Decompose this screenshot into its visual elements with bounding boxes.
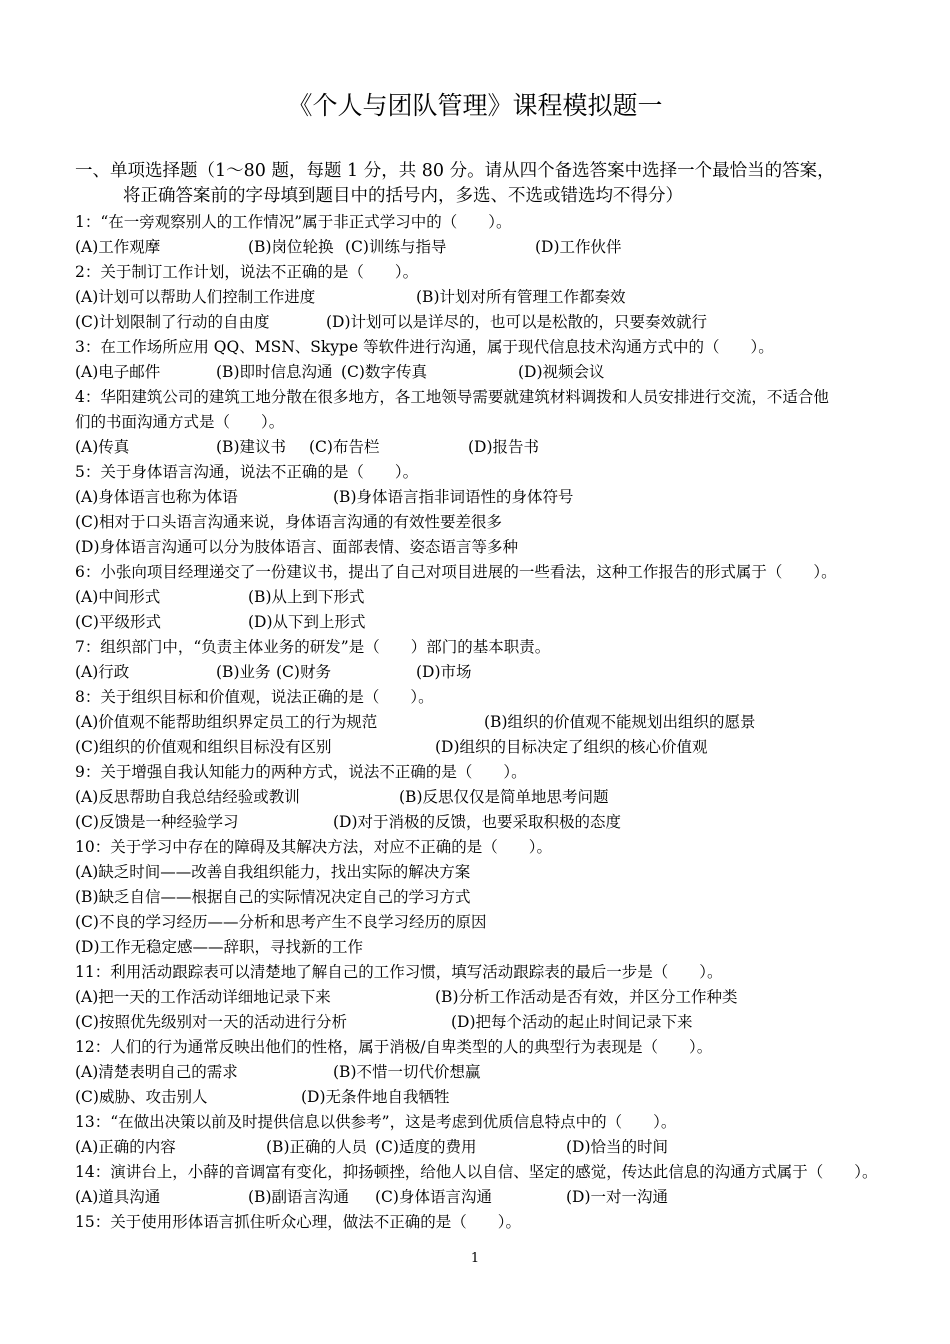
option: (C)组织的价值观和组织目标没有区别 — [75, 738, 332, 756]
option: (C)计划限制了行动的自由度 — [75, 313, 270, 331]
question-stem: 4：华阳建筑公司的建筑工地分散在很多地方，各工地领导需要就建筑材料调拨和人员安排进行交流，不适合他 — [75, 388, 829, 406]
option: (A)反思帮助自我总结经验或教训 — [75, 788, 300, 806]
option: (A)道具沟通 — [75, 1188, 161, 1206]
option: (A)清楚表明自己的需求 — [75, 1063, 238, 1081]
option: (A)身体语言也称为体语 — [75, 488, 238, 506]
option: (C)威胁、攻击别人 — [75, 1088, 208, 1106]
option: (C)财务 — [276, 663, 331, 681]
option: (D)把每个活动的起止时间记录下来 — [451, 1013, 693, 1031]
option: (D)身体语言沟通可以分为肢体语言、面部表情、姿态语言等多种 — [75, 538, 519, 556]
question-stem: 7：组织部门中，“负责主体业务的研发”是（ ）部门的基本职责。 — [75, 638, 551, 656]
option: (A)电子邮件 — [75, 363, 161, 381]
question-stem: 1：“在一旁观察别人的工作情况”属于非正式学习中的（ ）。 — [75, 213, 512, 231]
option: (A)计划可以帮助人们控制工作进度 — [75, 288, 316, 306]
option: (B)正确的人员 — [266, 1138, 367, 1156]
question-stem: 11：利用活动跟踪表可以清楚地了解自己的工作习惯，填写活动跟踪表的最后一步是（ ）。 — [75, 963, 723, 981]
question-stem: 14：演讲台上，小薛的音调富有变化，抑扬顿挫，给他人以自信、坚定的感觉，传达此信息的沟通方式属于（ ）。 — [75, 1163, 878, 1181]
option: (A)行政 — [75, 663, 130, 681]
question-stem: 15：关于使用形体语言抓住听众心理，做法不正确的是（ ）。 — [75, 1213, 521, 1231]
option: (C)按照优先级别对一天的活动进行分析 — [75, 1013, 347, 1031]
option: (A)把一天的工作活动详细地记录下来 — [75, 988, 331, 1006]
option: (C)数字传真 — [341, 363, 427, 381]
question-stem: 8：关于组织目标和价值观，说法正确的是（ ）。 — [75, 688, 434, 706]
question-stem-continued: 们的书面沟通方式是（ ）。 — [75, 413, 285, 431]
option: (D)工作无稳定感——辞职，寻找新的工作 — [75, 938, 364, 956]
option: (D)对于消极的反馈，也要采取积极的态度 — [333, 813, 622, 831]
option: (C)反馈是一种经验学习 — [75, 813, 239, 831]
document-title: 《个人与团队管理》课程模拟题一 — [287, 91, 663, 120]
option: (C)不良的学习经历——分析和思考产生不良学习经历的原因 — [75, 913, 487, 931]
option: (B)分析工作活动是否有效，并区分工作种类 — [435, 988, 738, 1006]
option: (C)平级形式 — [75, 613, 161, 631]
option: (C)适度的费用 — [375, 1138, 477, 1156]
option: (B)岗位轮换 — [248, 238, 334, 256]
option: (C)相对于口头语言沟通来说，身体语言沟通的有效性要差很多 — [75, 513, 502, 531]
option: (A)正确的内容 — [75, 1138, 176, 1156]
option: (D)视频会议 — [518, 363, 605, 381]
option: (C)训练与指导 — [345, 238, 447, 256]
option: (B)建议书 — [216, 438, 286, 456]
option: (B)组织的价值观不能规划出组织的愿景 — [484, 713, 756, 731]
question-stem: 6：小张向项目经理递交了一份建议书，提出了自己对项目进展的一些看法，这种工作报告的形式属于（ ）。 — [75, 563, 837, 581]
option: (A)传真 — [75, 438, 130, 456]
option: (D)从下到上形式 — [248, 613, 366, 631]
section-heading-continued: 将正确答案前的字母填到题目中的括号内，多选、不选或错选均不得分） — [123, 186, 683, 206]
option: (D)恰当的时间 — [566, 1138, 669, 1156]
option: (B)即时信息沟通 — [216, 363, 333, 381]
option: (B)业务 — [216, 663, 271, 681]
option: (B)副语言沟通 — [248, 1188, 349, 1206]
section-heading: 一、单项选择题（1～80 题，每题 1 分，共 80 分。请从四个备选答案中选择一个最恰当的答案， — [75, 161, 835, 181]
option: (C)身体语言沟通 — [375, 1188, 492, 1206]
option: (D)组织的目标决定了组织的核心价值观 — [435, 738, 708, 756]
option: (B)计划对所有管理工作都奏效 — [416, 288, 626, 306]
option: (B)缺乏自信——根据自己的实际情况决定自己的学习方式 — [75, 888, 471, 906]
question-stem: 5：关于身体语言沟通，说法不正确的是（ ）。 — [75, 463, 419, 481]
question-stem: 12：人们的行为通常反映出他们的性格，属于消极/自卑类型的人的典型行为表现是（ ）。 — [75, 1038, 713, 1056]
question-stem: 9：关于增强自我认知能力的两种方式，说法不正确的是（ ）。 — [75, 763, 527, 781]
option: (C)布告栏 — [309, 438, 380, 456]
option: (B)反思仅仅是简单地思考问题 — [399, 788, 609, 806]
option: (A)中间形式 — [75, 588, 161, 606]
question-stem: 3：在工作场所应用 QQ、MSN、Skype 等软件进行沟通，属于现代信息技术沟通方式中的（ ）。 — [75, 338, 774, 356]
option: (D)市场 — [416, 663, 472, 681]
question-stem: 13：“在做出决策以前及时提供信息以供参考”，这是考虑到优质信息特点中的（ ）。 — [75, 1113, 677, 1131]
option: (A)缺乏时间——改善自我组织能力，找出实际的解决方案 — [75, 863, 471, 881]
option: (B)不惜一切代价想赢 — [333, 1063, 481, 1081]
question-stem: 10：关于学习中存在的障碍及其解决方法，对应不正确的是（ ）。 — [75, 838, 552, 856]
option: (B)从上到下形式 — [248, 588, 365, 606]
option: (D)工作伙伴 — [535, 238, 622, 256]
option: (A)工作观摩 — [75, 238, 161, 256]
option: (D)一对一沟通 — [566, 1188, 669, 1206]
option: (D)无条件地自我牺牲 — [301, 1088, 450, 1106]
option: (B)身体语言指非词语性的身体符号 — [333, 488, 574, 506]
option: (D)报告书 — [468, 438, 540, 456]
page-number: 1 — [470, 1251, 480, 1266]
option: (A)价值观不能帮助组织界定员工的行为规范 — [75, 713, 378, 731]
option: (D)计划可以是详尽的，也可以是松散的，只要奏效就行 — [326, 313, 708, 331]
question-stem: 2：关于制订工作计划，说法不正确的是（ ）。 — [75, 263, 419, 281]
